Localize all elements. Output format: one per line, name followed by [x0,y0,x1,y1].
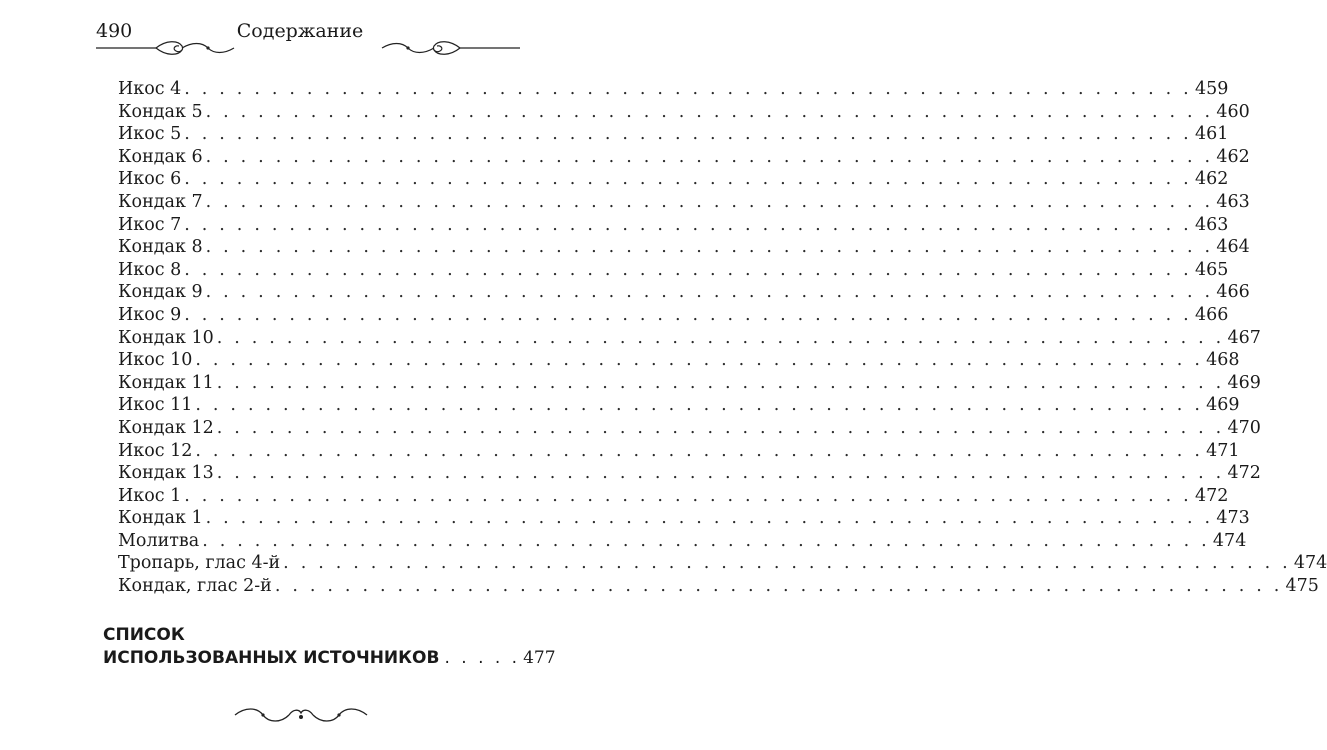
toc-entry[interactable] [118,349,1240,372]
toc-entry-page: 459 [1194,79,1229,99]
toc-entry-page: 471 [1206,440,1240,461]
toc-entry-page: 468 [1206,350,1240,371]
dot-leader: . . . . . . . . . . . . . . . . . . . . . . . . . . . . . . . . . . . . . . . . . . . . . . . . . . . . . . . . . . [205,508,1214,529]
toc-entry[interactable] [118,146,1250,169]
toc-entry-page: 469 [1227,372,1261,393]
toc-entry-page: 475 [1285,576,1319,597]
toc-entry-label: Икос 11 [118,395,193,416]
dot-leader: . . . . . . . . . . . . . . . . . . . . . . . . . . . . . . . . . . . . . . . . . . . . . . . . . . . . . . . . . . [205,101,1214,122]
toc-entry-page: 472 [1227,463,1261,484]
toc-entry[interactable] [118,168,1229,191]
table-of-contents [118,78,1327,598]
toc-entry-page: 470 [1227,417,1261,438]
dot-leader: . . . . . . . . . . . . . . . . . . . . . . . . . . . . . . . . . . . . . . . . . . . . . . . . . . . . . . . . . . [184,124,1192,145]
toc-entry[interactable] [118,507,1250,530]
toc-entry-label: Кондак, глас 2-й [118,576,272,597]
toc-entry[interactable] [118,530,1247,553]
toc-entry-page: 462 [1216,146,1250,167]
toc-entry[interactable] [118,304,1229,327]
toc-entry-label: Кондак 10 [118,327,214,348]
toc-entry[interactable] [118,462,1261,485]
toc-entry-label: Кондак 8 [118,237,203,258]
toc-entry-page: 465 [1194,259,1229,280]
toc-entry-label: Кондак 13 [118,463,214,484]
footer-ornament [231,705,371,725]
dot-leader: . . . . . . . . . . . . . . . . . . . . . . . . . . . . . . . . . . . . . . . . . . . . . . . . . . . . . . . . . . [205,146,1214,167]
toc-entry-page: 474 [1293,553,1327,574]
toc-entry-label: Икос 5 [118,124,182,145]
toc-entry-label: Икос 12 [118,440,193,461]
dot-leader: . . . . . . . . . . . . . . . . . . . . . . . . . . . . . . . . . . . . . . . . . . . . . . . . . . . . . . . . . . [274,576,1283,597]
toc-entry-page: 472 [1194,485,1229,506]
toc-entry[interactable] [118,485,1229,508]
dot-leader: . . . . . . . . . . . . . . . . . . . . . . . . . . . . . . . . . . . . . . . . . . . . . . . . . . . . . . . . . . [202,530,1210,551]
dot-leader: . . . . . . . . . . . . . . . . . . . . . . . . . . . . . . . . . . . . . . . . . . . . . . . . . . . . . . . . . . [216,463,1225,484]
toc-entry-label: Кондак 7 [118,191,203,212]
toc-entry-page: 461 [1194,124,1229,145]
toc-entry[interactable] [118,191,1250,214]
toc-entry[interactable] [118,281,1250,304]
sources-heading-line1: СПИСОК [103,625,185,645]
dot-leader: . . . . . . . . . . . . . . . . . . . . . . . . . . . . . . . . . . . . . . . . . . . . . . . . . . . . . . . . . . [205,191,1214,212]
header-ornament-left [96,40,236,56]
dot-leader: . . . . . . . . . . . . . . . . . . . . . . . . . . . . . . . . . . . . . . . . . . . . . . . . . . . . . . . . . . [216,417,1225,438]
dot-leader: . . . . . . . . . . . . . . . . . . . . . . . . . . . . . . . . . . . . . . . . . . . . . . . . . . . . . . . . . . [205,282,1214,303]
toc-entry[interactable] [118,417,1261,440]
toc-entry-label: Икос 6 [118,169,182,190]
toc-entry[interactable] [118,236,1250,259]
dot-leader: . . . . . . . . . . . . . . . . . . . . . . . . . . . . . . . . . . . . . . . . . . . . . . . . . . . . . . . . . . [184,259,1192,280]
toc-entry-page: 463 [1216,191,1250,212]
dot-leader: . . . . . . . . . . . . . . . . . . . . . . . . . . . . . . . . . . . . . . . . . . . . . . . . . . . . . . . . . . [195,440,1204,461]
toc-entry-page: 467 [1227,327,1261,348]
page-number: 490 [96,20,133,42]
toc-entry-page: 466 [1194,304,1229,325]
toc-entry-page: 462 [1194,169,1229,190]
toc-entry-label: Икос 9 [118,304,182,325]
dot-leader: . . . . . . . . . . . . . . . . . . . . . . . . . . . . . . . . . . . . . . . . . . . . . . . . . . . . . . . . . . [184,214,1192,235]
dot-leader: . . . . . . . . . . . . . . . . . . . . . . . . . . . . . . . . . . . . . . . . . . . . . . . . . . . . . . . . . . [216,372,1225,393]
toc-entry-page: 473 [1216,508,1250,529]
toc-entry-label: Икос 10 [118,350,193,371]
toc-entry[interactable] [118,214,1229,237]
sources-page: 477 [523,648,556,668]
dot-leader: . . . . . . . . . . . . . . . . . . . . . . . . . . . . . . . . . . . . . . . . . . . . . . . . . . . . . . . . . . [195,350,1204,371]
toc-entry-page: 474 [1212,530,1247,551]
sources-section-entry[interactable] [103,624,556,670]
dot-leader: . . . . . . . . . . . . . . . . . . . . . . . . . . . . . . . . . . . . . . . . . . . . . . . . . . . . . . . . . . [184,169,1192,190]
toc-entry-label: Кондак 11 [118,372,214,393]
toc-entry-label: Кондак 6 [118,146,203,167]
toc-entry-label: Тропарь, глас 4-й [118,553,281,574]
toc-entry[interactable] [118,327,1261,350]
toc-entry-label: Кондак 1 [118,508,203,529]
toc-entry[interactable] [118,101,1250,124]
dot-leader: . . . . . . . . . . . . . . . . . . . . . . . . . . . . . . . . . . . . . . . . . . . . . . . . . . . . . . . . . . [283,553,1291,574]
toc-entry[interactable] [118,575,1319,598]
dot-leader: . . . . . . . . . . . . . . . . . . . . . . . . . . . . . . . . . . . . . . . . . . . . . . . . . . . . . . . . . . [205,237,1214,258]
toc-entry-label: Икос 1 [118,485,182,506]
toc-entry[interactable] [118,259,1229,282]
header-ornament-right [380,40,520,56]
toc-entry[interactable] [118,372,1261,395]
toc-entry-label: Икос 8 [118,259,182,280]
toc-entry-label: Кондак 5 [118,101,203,122]
dot-leader: . . . . . . . . . . . . . . . . . . . . . . . . . . . . . . . . . . . . . . . . . . . . . . . . . . . . . . . . . . [184,304,1192,325]
sources-heading-line2: ИСПОЛЬЗОВАННЫХ ИСТОЧНИКОВ [103,648,440,668]
toc-entry-page: 469 [1206,395,1240,416]
toc-entry[interactable] [118,394,1240,417]
toc-entry-label: Молитва [118,530,200,551]
dot-leader: . . . . . . . . . . . . . . . . . . . . . . . . . . . . . . . . . . . . . . . . . . . . . . . . . . . . . . . . . . [184,79,1192,99]
toc-entry[interactable] [118,440,1240,463]
dot-leader: . . . . . . . . . . . . . . . . . . . . . . . . . . . . . . . . . . . . . . . . . . . . . . . . . . . . . . . . . . [216,327,1225,348]
toc-entry-label: Кондак 12 [118,417,214,438]
toc-entry-label: Икос 7 [118,214,182,235]
toc-entry-label: Икос 4 [118,79,182,99]
toc-entry-page: 463 [1194,214,1229,235]
toc-entry-page: 464 [1216,237,1250,258]
toc-entry-label: Кондак 9 [118,282,203,303]
dot-leader: . . . . . [444,648,521,668]
toc-entry-page: 466 [1216,282,1250,303]
running-title: Содержание [236,20,364,42]
dot-leader: . . . . . . . . . . . . . . . . . . . . . . . . . . . . . . . . . . . . . . . . . . . . . . . . . . . . . . . . . . [195,395,1204,416]
toc-entry[interactable] [118,552,1327,575]
toc-entry[interactable] [118,123,1229,146]
dot-leader: . . . . . . . . . . . . . . . . . . . . . . . . . . . . . . . . . . . . . . . . . . . . . . . . . . . . . . . . . . [184,485,1192,506]
toc-entry[interactable] [118,78,1229,101]
toc-entry-page: 460 [1216,101,1250,122]
